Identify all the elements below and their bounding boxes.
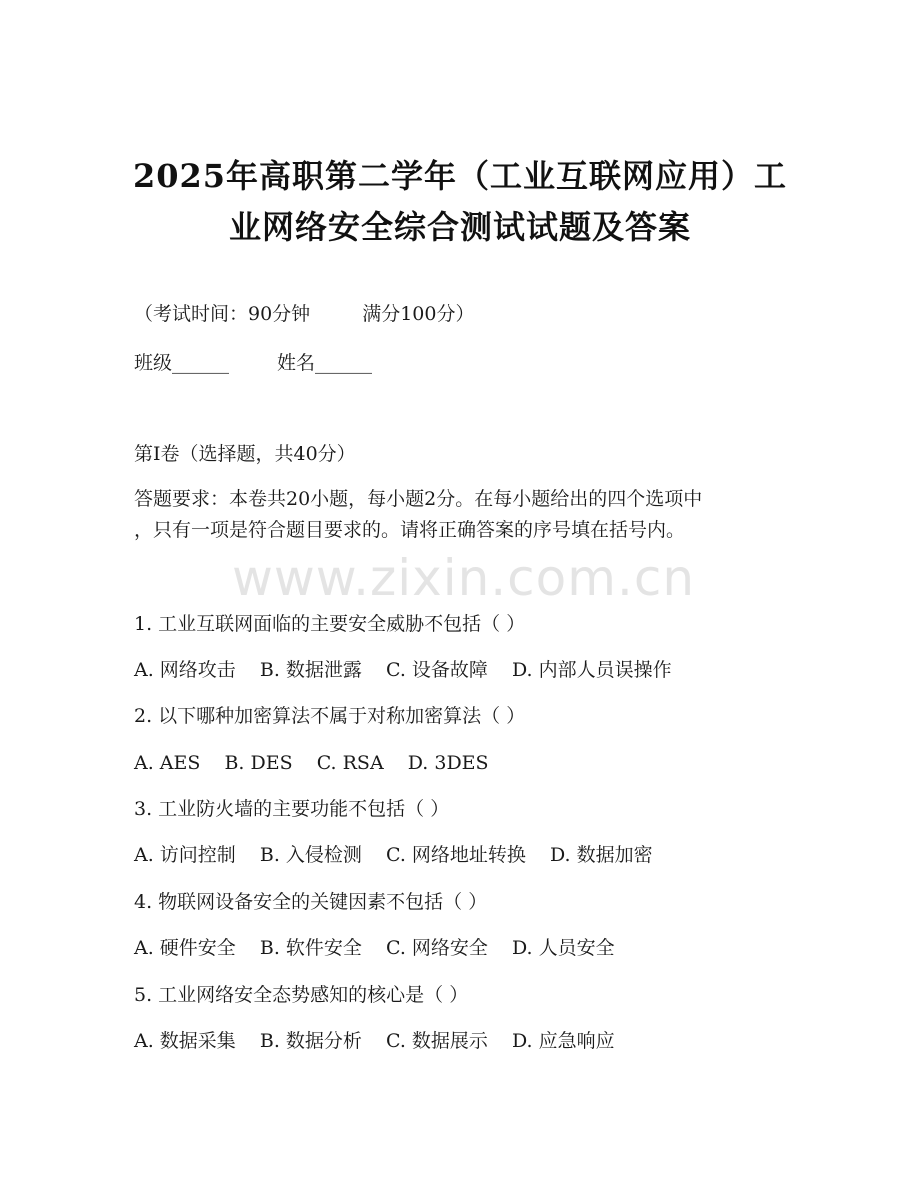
full-score: 满分100分） — [362, 303, 475, 325]
option-b: B. DES — [224, 752, 293, 774]
question-stem: 3. 工业防火墙的主要功能不包括（ ） — [134, 798, 450, 820]
option-c: C. 数据展示 — [385, 1030, 488, 1052]
student-info — [134, 354, 372, 373]
option-b: B. 入侵检测 — [259, 844, 362, 866]
option-c: C. 网络地址转换 — [385, 844, 526, 866]
class-field: 班级______ — [134, 352, 230, 374]
question-options — [134, 754, 489, 773]
option-a: A. AES — [134, 752, 201, 774]
document-title-line-1: 2025年高职第二学年（工业互联网应用）工 — [132, 157, 788, 195]
exam-time: （考试时间：90分钟 — [134, 303, 311, 325]
option-b: B. 数据泄露 — [259, 659, 362, 681]
question-stem: 1. 工业互联网面临的主要安全威胁不包括（ ） — [134, 613, 526, 635]
option-a: A. 硬件安全 — [134, 937, 236, 959]
watermark: www.zixin.com.cn — [232, 549, 696, 607]
option-c: C. 网络安全 — [385, 937, 488, 959]
question-stem: 2. 以下哪种加密算法不属于对称加密算法（ ） — [134, 705, 526, 727]
option-c: C. 设备故障 — [385, 659, 488, 681]
question-options — [134, 846, 653, 865]
instructions-line-2: ，只有一项是符合题目要求的。请将正确答案的序号填在括号内。 — [134, 519, 686, 541]
question-stem: 4. 物联网设备安全的关键因素不包括（ ） — [134, 891, 488, 913]
question-options — [134, 1032, 615, 1051]
option-d: D. 应急响应 — [511, 1030, 615, 1052]
option-a: A. 访问控制 — [134, 844, 236, 866]
question-options — [134, 661, 672, 680]
question-stem: 5. 工业网络安全态势感知的核心是（ ） — [134, 984, 469, 1006]
option-d: D. 数据加密 — [549, 844, 653, 866]
section-heading: 第Ⅰ卷（选择题，共40分） — [134, 443, 356, 465]
question-options — [134, 939, 615, 958]
option-d: D. 内部人员误操作 — [511, 659, 672, 681]
option-a: A. 数据采集 — [134, 1030, 236, 1052]
exam-info — [134, 305, 474, 324]
option-d: D. 人员安全 — [511, 937, 615, 959]
option-a: A. 网络攻击 — [134, 659, 236, 681]
document-title-line-2: 业网络安全综合测试试题及答案 — [228, 208, 691, 246]
option-d: D. 3DES — [407, 752, 489, 774]
option-c: C. RSA — [316, 752, 384, 774]
instructions-line-1: 答题要求：本卷共20小题，每小题2分。在每小题给出的四个选项中 — [134, 488, 703, 510]
option-b: B. 软件安全 — [259, 937, 362, 959]
name-field: 姓名______ — [277, 352, 373, 374]
option-b: B. 数据分析 — [259, 1030, 362, 1052]
